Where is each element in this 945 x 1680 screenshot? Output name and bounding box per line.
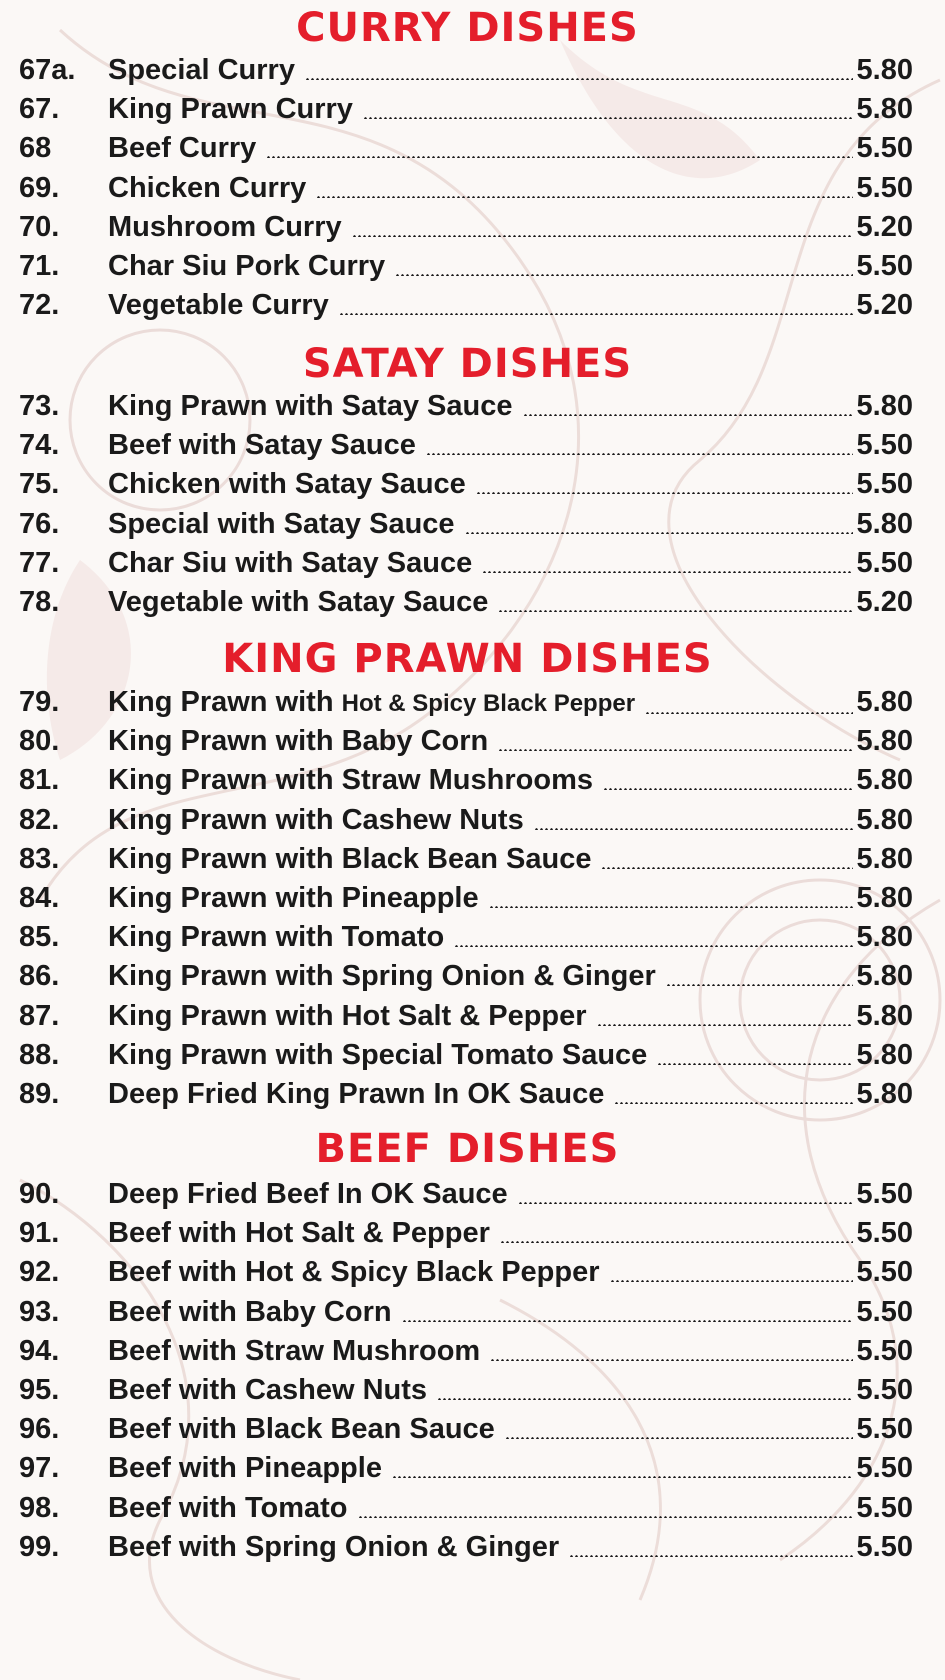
- item-name-text: Deep Fried King Prawn In OK Sauce: [108, 1078, 605, 1110]
- item-price: 5.50: [856, 1491, 913, 1524]
- item-price: 5.80: [856, 842, 913, 875]
- menu-item: [0, 1252, 945, 1292]
- item-number: 93.: [19, 1295, 60, 1328]
- dot-leader: [402, 1320, 853, 1322]
- item-name-text: King Prawn with: [108, 686, 334, 718]
- item-number: 69.: [19, 171, 60, 204]
- item-name: [108, 1527, 569, 1567]
- menu-item: [0, 582, 945, 622]
- item-name-text: King Prawn with Spring Onion & Ginger: [108, 960, 656, 993]
- item-price: 5.80: [856, 999, 913, 1032]
- dot-leader: [476, 492, 853, 494]
- menu-item: [0, 996, 945, 1036]
- dot-leader: [610, 1280, 853, 1282]
- item-name-text: King Prawn with Tomato: [108, 921, 445, 954]
- menu-item: [0, 285, 945, 325]
- item-name-text: King Prawn with Satay Sauce: [108, 390, 513, 422]
- dot-leader: [363, 117, 853, 119]
- item-price: 5.20: [856, 210, 913, 243]
- item-number: 87.: [19, 999, 60, 1032]
- item-name-text: Beef with Hot Salt & Pepper: [108, 1217, 490, 1250]
- dot-leader: [500, 1241, 853, 1243]
- dot-leader: [666, 984, 853, 986]
- item-number: 73.: [19, 390, 60, 422]
- item-name: [108, 996, 597, 1036]
- dot-leader: [597, 1024, 853, 1026]
- menu-item: [0, 1370, 945, 1410]
- item-name-text: King Prawn with Baby Corn: [108, 725, 489, 758]
- item-name-text: King Prawn with Cashew Nuts: [108, 803, 524, 836]
- item-name: [108, 721, 498, 761]
- item-name: [108, 1213, 500, 1253]
- item-name-text: Chicken with Satay Sauce: [108, 468, 466, 501]
- item-number: 75.: [19, 468, 60, 501]
- item-name-text: King Prawn with Special Tomato Sauce: [108, 1038, 648, 1071]
- item-name: [108, 1252, 610, 1292]
- item-number: 98.: [19, 1491, 60, 1524]
- dot-leader: [454, 945, 852, 947]
- menu-item: [0, 1488, 945, 1528]
- item-number: 86.: [19, 960, 60, 993]
- item-name-text: Chicken Curry: [108, 171, 307, 204]
- menu-item: [0, 839, 945, 879]
- item-name-text: Beef with Spring Onion & Ginger: [108, 1530, 560, 1563]
- menu-item: [0, 89, 945, 129]
- dot-leader: [392, 1476, 853, 1478]
- item-price: 5.80: [856, 507, 913, 540]
- item-name-text: Beef with Satay Sauce: [108, 429, 416, 462]
- dot-leader: [614, 1102, 852, 1104]
- dot-leader: [523, 414, 853, 416]
- item-number: 67a.: [19, 54, 76, 86]
- item-name: [108, 1035, 657, 1075]
- dot-leader: [657, 1063, 852, 1065]
- item-price: 5.50: [856, 1256, 913, 1289]
- item-number: 97.: [19, 1452, 60, 1485]
- menu-item: [0, 1174, 945, 1214]
- item-price: 5.50: [856, 429, 913, 462]
- item-number: 94.: [19, 1334, 60, 1367]
- item-name-text: Special with Satay Sauce: [108, 507, 455, 540]
- item-price: 5.50: [856, 1452, 913, 1485]
- item-name-text: King Prawn with Hot Salt & Pepper: [108, 999, 587, 1032]
- item-price: 5.80: [856, 882, 913, 914]
- item-number: 79.: [19, 686, 60, 718]
- item-price: 5.20: [856, 586, 913, 618]
- item-number: 67.: [19, 93, 60, 126]
- item-price: 5.50: [856, 250, 913, 282]
- item-name: [108, 50, 305, 90]
- item-number: 82.: [19, 803, 60, 836]
- item-number: 71.: [19, 250, 60, 282]
- item-name: [108, 1409, 505, 1449]
- item-price: 5.50: [856, 1374, 913, 1406]
- item-price: 5.50: [856, 1334, 913, 1367]
- item-name-text: King Prawn Curry: [108, 93, 353, 126]
- dot-leader: [339, 313, 853, 315]
- item-price: 5.50: [856, 1295, 913, 1328]
- item-number: 81.: [19, 764, 60, 797]
- item-name-small-text: Hot & Spicy Black Pepper: [341, 690, 636, 717]
- item-name-text: Beef with Baby Corn: [108, 1295, 392, 1328]
- item-price: 5.80: [856, 54, 913, 86]
- menu-item: [0, 760, 945, 800]
- item-number: 78.: [19, 586, 60, 618]
- item-name: [108, 800, 534, 840]
- section-heading: BEEF DISHES: [315, 1126, 620, 1172]
- item-name-text: Beef with Tomato: [108, 1491, 348, 1524]
- section-heading: CURRY DISHES: [296, 5, 639, 51]
- dot-leader: [498, 610, 852, 612]
- item-price: 5.80: [856, 1078, 913, 1110]
- item-name: [108, 1174, 518, 1214]
- item-name: [108, 1488, 358, 1528]
- menu-item: [0, 386, 945, 426]
- item-number: 70.: [19, 210, 60, 243]
- menu-item: [0, 1409, 945, 1449]
- item-number: 74.: [19, 429, 60, 462]
- item-name-text: Beef with Pineapple: [108, 1452, 382, 1485]
- dot-leader: [603, 788, 853, 790]
- item-name-text: Vegetable with Satay Sauce: [108, 586, 489, 618]
- dot-leader: [266, 156, 852, 158]
- item-number: 92.: [19, 1256, 60, 1289]
- menu-item: [0, 682, 945, 722]
- dot-leader: [569, 1555, 852, 1557]
- item-number: 95.: [19, 1374, 60, 1406]
- item-name: [108, 1448, 392, 1488]
- item-name-text: Char Siu Pork Curry: [108, 250, 386, 282]
- menu-item: [0, 246, 945, 286]
- menu-item: [0, 464, 945, 504]
- item-number: 88.: [19, 1038, 60, 1071]
- section-heading: SATAY DISHES: [302, 341, 633, 387]
- item-name: [108, 543, 482, 583]
- dot-leader: [437, 1398, 852, 1400]
- item-price: 5.80: [856, 921, 913, 954]
- item-name-text: Beef with Black Bean Sauce: [108, 1413, 495, 1446]
- item-name: [108, 956, 666, 996]
- item-name-text: Beef Curry: [108, 132, 257, 165]
- item-number: 89.: [19, 1078, 60, 1110]
- menu-item: [0, 543, 945, 583]
- item-name: [108, 878, 489, 918]
- dot-leader: [518, 1202, 853, 1204]
- item-name-text: Special Curry: [108, 54, 295, 86]
- item-name-text: King Prawn with Black Bean Sauce: [108, 842, 592, 875]
- item-number: 76.: [19, 507, 60, 540]
- item-name: [108, 1370, 437, 1410]
- dot-leader: [352, 235, 853, 237]
- item-price: 5.50: [856, 468, 913, 501]
- item-price: 5.50: [856, 1217, 913, 1250]
- dot-leader: [395, 274, 852, 276]
- item-name-text: Beef with Hot & Spicy Black Pepper: [108, 1256, 600, 1289]
- dot-leader: [489, 906, 853, 908]
- item-name-text: Beef with Cashew Nuts: [108, 1374, 428, 1406]
- item-number: 80.: [19, 725, 60, 758]
- item-name-text: Beef with Straw Mushroom: [108, 1334, 481, 1367]
- item-price: 5.80: [856, 390, 913, 422]
- item-price: 5.50: [856, 1530, 913, 1563]
- dot-leader: [498, 749, 852, 751]
- menu-item: [0, 800, 945, 840]
- menu-item: [0, 425, 945, 465]
- item-price: 5.20: [856, 289, 913, 322]
- item-price: 5.50: [856, 1178, 913, 1210]
- item-number: 68: [19, 132, 52, 165]
- item-price: 5.80: [856, 93, 913, 126]
- item-name: [108, 425, 426, 465]
- item-price: 5.80: [856, 764, 913, 797]
- item-price: 5.50: [856, 132, 913, 165]
- item-number: 77.: [19, 546, 60, 579]
- item-name-text: Vegetable Curry: [108, 289, 329, 322]
- item-name: [108, 464, 476, 504]
- item-number: 96.: [19, 1413, 60, 1446]
- menu-item: [0, 207, 945, 247]
- item-name: [108, 285, 339, 325]
- item-price: 5.80: [856, 960, 913, 993]
- item-name-text: King Prawn with Straw Mushrooms: [108, 764, 593, 797]
- menu-item: [0, 878, 945, 918]
- item-name: [108, 682, 645, 724]
- item-number: 99.: [19, 1530, 60, 1563]
- dot-leader: [358, 1516, 853, 1518]
- item-name-text: Mushroom Curry: [108, 210, 342, 243]
- menu-item: [0, 1213, 945, 1253]
- item-name: [108, 917, 454, 957]
- item-name-text: King Prawn with Pineapple: [108, 882, 479, 914]
- item-price: 5.50: [856, 546, 913, 579]
- item-price: 5.80: [856, 725, 913, 758]
- item-name: [108, 839, 601, 879]
- menu-item: [0, 168, 945, 208]
- dot-leader: [305, 78, 853, 80]
- menu-item: [0, 128, 945, 168]
- item-name: [108, 1074, 614, 1114]
- dot-leader: [316, 196, 852, 198]
- item-number: 90.: [19, 1178, 60, 1210]
- menu-item: [0, 1331, 945, 1371]
- item-price: 5.50: [856, 1413, 913, 1446]
- item-number: 91.: [19, 1217, 60, 1250]
- item-price: 5.50: [856, 171, 913, 204]
- dot-leader: [482, 571, 852, 573]
- dot-leader: [645, 712, 852, 714]
- item-name: [108, 89, 363, 129]
- section-heading: KING PRAWN DISHES: [222, 636, 713, 682]
- item-price: 5.80: [856, 803, 913, 836]
- item-number: 84.: [19, 882, 60, 914]
- menu-item: [0, 1527, 945, 1567]
- item-name: [108, 504, 465, 544]
- item-name-text: Deep Fried Beef In OK Sauce: [108, 1178, 508, 1210]
- item-name: [108, 760, 603, 800]
- dot-leader: [465, 532, 853, 534]
- item-number: 72.: [19, 289, 60, 322]
- item-number: 83.: [19, 842, 60, 875]
- menu-item: [0, 917, 945, 957]
- item-name: [108, 1292, 402, 1332]
- menu-item: [0, 1292, 945, 1332]
- menu-item: [0, 721, 945, 761]
- item-price: 5.80: [856, 1038, 913, 1071]
- dot-leader: [601, 867, 852, 869]
- item-name: [108, 386, 523, 426]
- item-number: 85.: [19, 921, 60, 954]
- item-name-text: Char Siu with Satay Sauce: [108, 546, 473, 579]
- dot-leader: [534, 828, 853, 830]
- item-name: [108, 207, 352, 247]
- item-name: [108, 246, 395, 286]
- dot-leader: [505, 1437, 853, 1439]
- menu-item: [0, 504, 945, 544]
- item-name: [108, 582, 498, 622]
- item-name: [108, 128, 266, 168]
- item-price: 5.80: [856, 686, 913, 718]
- menu-item: [0, 1448, 945, 1488]
- menu-item: [0, 956, 945, 996]
- item-name: [108, 168, 316, 208]
- dot-leader: [490, 1359, 852, 1361]
- item-name: [108, 1331, 490, 1371]
- menu-item: [0, 1035, 945, 1075]
- menu-item: [0, 50, 945, 90]
- dot-leader: [426, 453, 853, 455]
- menu-item: [0, 1074, 945, 1114]
